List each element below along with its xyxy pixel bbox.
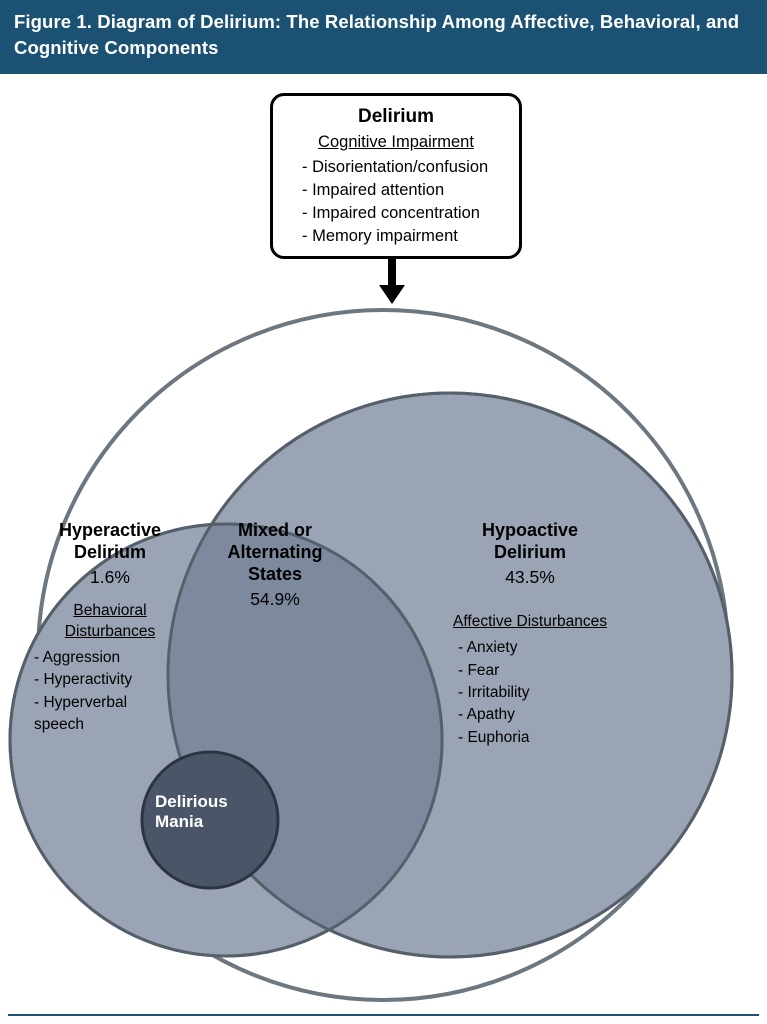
figure-body [0, 74, 767, 1014]
list-item: - Euphoria [458, 728, 530, 746]
hypoactive-percent: 43.5% [505, 566, 555, 587]
hyperactive-delirium-label [30, 520, 190, 737]
delirious-mania-line2: Mania [155, 812, 204, 832]
mixed-heading-line1: Mixed or [237, 520, 312, 540]
bottom-divider [8, 1014, 759, 1016]
callout-subtitle: Cognitive Impairment [318, 132, 474, 151]
mixed-heading-line2: Alternating [227, 541, 323, 562]
hypoactive-heading-line2: Delirium [493, 541, 567, 562]
list-item: - Aggression [34, 649, 121, 666]
list-item: - Anxiety [458, 639, 518, 657]
affective-subhead: Affective Disturbances [453, 613, 607, 631]
hyperactive-heading-line2: Delirium [73, 541, 147, 562]
mixed-percent: 54.9% [250, 588, 300, 609]
affective-disturbances-list [400, 637, 660, 749]
behavioral-subhead-line1: Behavioral [73, 602, 147, 620]
behavioral-disturbances-list [30, 647, 190, 737]
list-item: - Hyperverbal [34, 693, 128, 711]
hypoactive-delirium-label [400, 520, 660, 749]
affective-disturbances-subhead [400, 612, 660, 633]
hypoactive-heading-line1: Hypoactive [481, 520, 579, 540]
behavioral-disturbances-subhead [30, 601, 190, 643]
list-item: speech [34, 716, 84, 734]
hyperactive-percent: 1.6% [90, 566, 130, 587]
list-item: - Apathy [458, 706, 515, 724]
list-item: - Impaired attention [302, 180, 445, 199]
list-item: - Memory impairment [302, 226, 458, 245]
callout-list [273, 156, 519, 248]
mixed-heading-line3: States [247, 563, 303, 584]
figure-title-bar [0, 0, 767, 74]
list-item: - Fear [458, 661, 500, 679]
list-item: - Impaired concentration [302, 203, 480, 222]
list-item: - Irritability [458, 684, 530, 702]
behavioral-subhead-line2: Disturbances [64, 623, 156, 641]
delirious-mania-line1: Delirious [155, 792, 228, 811]
delirium-callout [270, 93, 522, 259]
figure-title: Figure 1. Diagram of Delirium: The Relationship Among Affective, Behavioral, and Cognitive Components [14, 11, 740, 59]
callout-title: Delirium [357, 106, 435, 127]
delirious-mania-label [155, 792, 267, 833]
mixed-states-label [205, 520, 345, 612]
hyperactive-heading-line1: Hyperactive [58, 520, 162, 540]
list-item: - Disorientation/confusion [302, 157, 489, 176]
list-item: - Hyperactivity [34, 671, 133, 689]
down-arrow-icon [379, 259, 405, 304]
